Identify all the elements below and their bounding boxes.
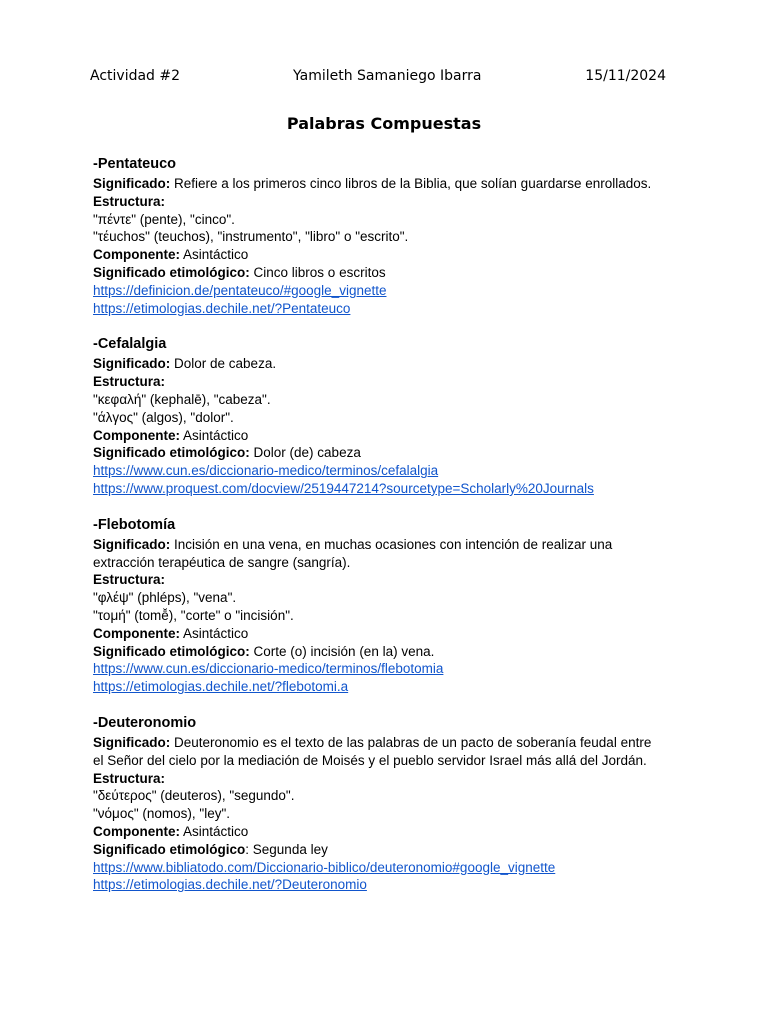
component-line <box>93 246 653 264</box>
etymology-text: : Segunda ley <box>245 841 328 857</box>
etymology-value: Segunda ley <box>252 841 328 857</box>
word-entry-deuteronomio <box>93 714 653 894</box>
entry-heading: -Deuteronomio <box>93 714 197 731</box>
etymology-line <box>93 841 653 859</box>
document-header <box>90 68 666 88</box>
meaning-text: Deuteronomio es el texto de las palabras de un pacto de soberanía feudal entre el Señor del cielo por la mediación de Moisés y el pueblo servidor Israel más allá del Jordán. <box>93 734 652 768</box>
document-body <box>93 155 653 912</box>
meaning-line <box>93 734 653 770</box>
meaning-line <box>93 355 653 373</box>
reference-link[interactable]: https://etimologias.dechile.net/?flebotomi.a <box>93 679 349 695</box>
etymology-line <box>93 643 653 661</box>
structure-line: "φλέψ" (phléps), "vena". <box>93 590 237 606</box>
document-date: 15/11/2024 <box>585 68 666 84</box>
etymology-label: Significado etimológico: <box>93 445 250 461</box>
component-label: Componente: <box>93 247 180 263</box>
component-line <box>93 427 653 445</box>
reference-link[interactable]: https://etimologias.dechile.net/?Deuteronomio <box>93 877 367 893</box>
etymology-label: Significado etimológico: <box>93 264 250 280</box>
structure-line: "δεύτερος" (deuteros), "segundo". <box>93 788 295 804</box>
structure-line: "τέuchos" (teuchos), "instrumento", "libro" o "escrito". <box>93 229 409 245</box>
meaning-label: Significado: <box>93 536 171 552</box>
reference-link[interactable]: https://www.proquest.com/docview/2519447214?sourcetype=Scholarly%20Journals <box>93 480 594 496</box>
component-text: Asintáctico <box>183 427 249 443</box>
structure-label: Estructura: <box>93 770 166 786</box>
reference-link[interactable]: https://www.bibliatodo.com/Diccionario-biblico/deuteronomio#google_vignette <box>93 859 556 875</box>
component-text: Asintáctico <box>183 247 249 263</box>
etymology-label: Significado etimológico: <box>93 643 250 659</box>
component-label: Componente: <box>93 427 180 443</box>
component-text: Asintáctico <box>183 823 249 839</box>
reference-link[interactable]: https://www.cun.es/diccionario-medico/terminos/cefalalgia <box>93 463 439 479</box>
page-title: Palabras Compuestas <box>286 114 482 133</box>
etymology-text: Cinco libros o escritos <box>253 264 386 280</box>
etymology-text: Dolor (de) cabeza <box>253 445 361 461</box>
word-entry-flebotomia <box>93 516 653 696</box>
component-line <box>93 625 653 643</box>
activity-label: Actividad #2 <box>90 68 181 84</box>
etymology-label: Significado etimológico <box>93 841 246 857</box>
word-entry-cefalalgia <box>93 335 653 497</box>
structure-line: "άλγος" (algos), "dolor". <box>93 409 234 425</box>
reference-link[interactable]: https://etimologias.dechile.net/?Pentateuco <box>93 300 351 316</box>
author-name: Yamileth Samaniego Ibarra <box>293 68 482 84</box>
meaning-text: Incisión en una vena, en muchas ocasiones con intención de realizar una extracción terapéutica de sangre (sangría). <box>93 536 613 570</box>
structure-label: Estructura: <box>93 572 166 588</box>
reference-link[interactable]: https://definicion.de/pentateuco/#google_vignette <box>93 282 387 298</box>
structure-label: Estructura: <box>93 193 166 209</box>
entry-heading: -Cefalalgia <box>93 336 167 353</box>
etymology-text: Corte (o) incisión (en la) vena. <box>253 643 435 659</box>
meaning-text: Refiere a los primeros cinco libros de la Biblia, que solían guardarse enrollados. <box>174 176 652 191</box>
entry-heading: -Pentateuco <box>93 156 176 172</box>
meaning-label: Significado: <box>93 176 171 191</box>
structure-line: "πέντε" (pente), "cinco". <box>93 211 235 227</box>
structure-line: "νόμος" (nomos), "ley". <box>93 806 230 822</box>
component-line <box>93 823 653 841</box>
meaning-label: Significado: <box>93 734 171 750</box>
etymology-line <box>93 444 653 462</box>
word-entry-pentateuco <box>93 155 653 317</box>
component-label: Componente: <box>93 823 180 839</box>
meaning-label: Significado: <box>93 356 171 372</box>
reference-link[interactable]: https://www.cun.es/diccionario-medico/terminos/flebotomia <box>93 661 444 677</box>
meaning-text: Dolor de cabeza. <box>174 356 277 372</box>
structure-line: "τομή" (tomē̆), "corte" o "incisión". <box>93 607 294 623</box>
meaning-line <box>93 175 653 193</box>
etymology-line <box>93 264 653 282</box>
component-label: Componente: <box>93 625 180 641</box>
component-text: Asintáctico <box>183 625 249 641</box>
structure-line: "κεφαλή" (kephalē), "cabeza". <box>93 391 271 407</box>
meaning-line <box>93 536 653 572</box>
entry-heading: -Flebotomía <box>93 516 176 533</box>
structure-label: Estructura: <box>93 374 166 390</box>
